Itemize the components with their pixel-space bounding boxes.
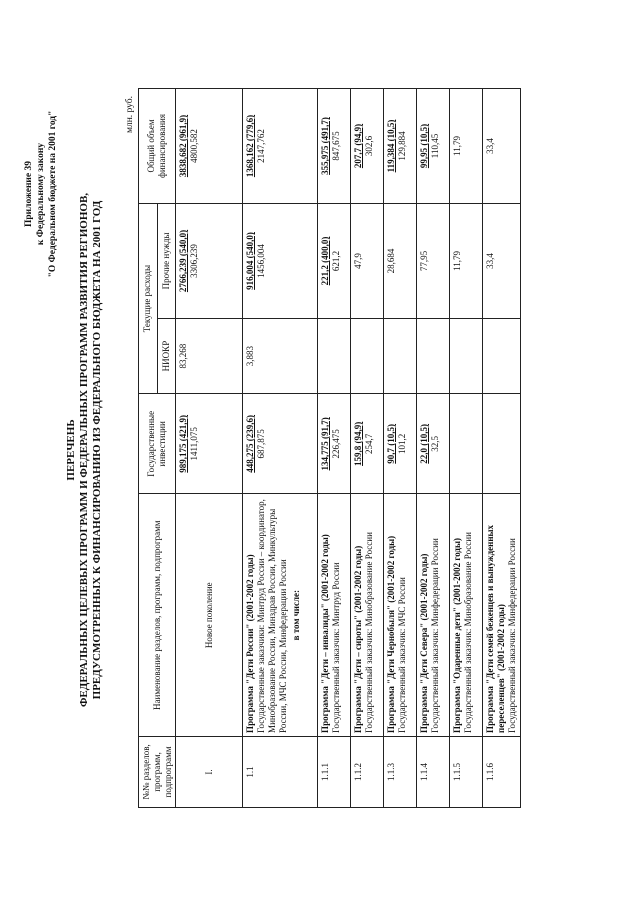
row-num: 1.1.1 — [318, 736, 351, 807]
col-header-total: Общий объем финансирования — [139, 89, 176, 204]
col-header-current: Текущие расходы — [139, 203, 158, 393]
program-customer: Государственный заказчик: Минобразование России — [364, 532, 375, 733]
program-customer: Государственные заказчики: Минтруд России – координатор, Минобразование России, Минздрав России, Минкультуры России, МЧС России, Минфедерации России — [256, 499, 288, 733]
row-title — [483, 494, 520, 736]
invest-cell — [176, 394, 243, 494]
invest-sub: 226,475 — [331, 429, 342, 459]
row-title — [384, 494, 417, 736]
other-cell — [176, 203, 243, 318]
total-cell — [176, 89, 243, 204]
row-num: 1.1.6 — [483, 736, 520, 807]
total-cell — [450, 89, 483, 204]
row-title — [351, 494, 384, 736]
row-title — [176, 494, 243, 736]
invest-main: 159,8 (94,9) — [353, 421, 364, 466]
niokr-cell: 3,883 — [243, 318, 318, 393]
appendix-header — [24, 94, 60, 294]
other-cell — [384, 203, 417, 318]
other-cell — [483, 203, 520, 318]
invest-main: 448,275 (239,6) — [245, 414, 256, 473]
document-title: ПЕРЕЧЕНЬ — [65, 419, 77, 481]
row-num: I. — [176, 736, 243, 807]
program-title: Программа "Дети Чернобыля" (2001-2002 годы) — [386, 535, 397, 733]
other-sub: 47,9 — [353, 253, 364, 269]
other-main: 916,004 (540,0) — [245, 232, 256, 290]
invest-main: 989,175 (421,9) — [178, 414, 189, 473]
niokr-cell — [351, 318, 384, 393]
document-subtitle-1: ФЕДЕРАЛЬНЫХ ЦЕЛЕВЫХ ПРОГРАММ И ФЕДЕРАЛЬНЫХ ПРОГРАММ РАЗВИТИЯ РЕГИОНОВ, — [78, 192, 90, 708]
appendix-law: к Федеральному закону — [35, 142, 46, 246]
total-sub: 110,45 — [430, 133, 441, 159]
row-num: 1.1.5 — [450, 736, 483, 807]
other-sub: 33,4 — [485, 253, 496, 269]
col-header-niokr: НИОКР — [157, 318, 176, 393]
total-cell — [384, 89, 417, 204]
col-header-num: №№ разделов, программ, подпрограмм — [139, 736, 176, 807]
program-title: Программа "Дети – инвалиды" (2001-2002 годы) — [320, 534, 331, 733]
total-cell — [417, 89, 450, 204]
row-num: 1.1 — [243, 736, 318, 807]
col-header-name: Наименование разделов, программ, подпрограмм — [139, 494, 176, 736]
other-sub: 3306,239 — [189, 244, 200, 278]
units-label: млн. руб. — [125, 96, 135, 134]
total-cell — [318, 89, 351, 204]
col-header-other: Прочие нужды — [157, 203, 176, 318]
document-subtitle-2: ПРЕДУСМОТРЕННЫХ К ФИНАНСИРОВАНИЮ ИЗ ФЕДЕРАЛЬНОГО БЮДЖЕТА НА 2001 ГОД — [91, 200, 103, 700]
invest-main: 90,7 (10,5) — [386, 423, 397, 464]
table-row — [483, 89, 520, 808]
other-cell — [243, 203, 318, 318]
program-customer: Государственный заказчик: Минфедерации России — [430, 538, 441, 733]
program-customer: Государственный заказчик: МЧС России — [397, 577, 408, 733]
appendix-law-title: "О Федеральном бюджете на 2001 год" — [47, 110, 58, 278]
total-sub: 302,6 — [364, 135, 375, 157]
invest-cell — [384, 394, 417, 494]
invest-sub: 101,2 — [397, 433, 408, 454]
other-cell — [450, 203, 483, 318]
total-main: 3838,682 (961,9) — [178, 114, 189, 178]
row-title — [417, 494, 450, 736]
total-main: 355,975 (491,7) — [320, 117, 331, 175]
total-sub: 2147,762 — [256, 129, 267, 163]
invest-cell — [450, 394, 483, 494]
invest-cell — [243, 394, 318, 494]
niokr-cell — [318, 318, 351, 393]
total-main: 207,7 (94,9) — [353, 123, 364, 169]
table-row — [176, 89, 243, 808]
other-sub: 621,2 — [331, 250, 342, 272]
other-sub: 77,95 — [419, 250, 430, 272]
other-main: 221,2 (400,0) — [320, 236, 331, 286]
total-sub: 11,79 — [452, 136, 463, 156]
row-title — [450, 494, 483, 736]
other-main: 2766,239 (540,0) — [178, 229, 189, 293]
total-cell — [483, 89, 520, 204]
row-num: 1.1.4 — [417, 736, 450, 807]
invest-main: 134,775 (91,7) — [320, 417, 331, 471]
table-header-row — [139, 89, 158, 808]
other-cell — [351, 203, 384, 318]
invest-main: 22,0 (10,5) — [419, 423, 430, 464]
invest-cell — [417, 394, 450, 494]
program-title: Новое поколение — [203, 582, 214, 649]
niokr-cell: 83,268 — [176, 318, 243, 393]
invest-sub: 254,7 — [364, 433, 375, 454]
total-sub: 4800,582 — [189, 129, 200, 163]
invest-sub: 1411,075 — [189, 427, 200, 461]
invest-sub: 687,875 — [256, 429, 267, 459]
table-row — [351, 89, 384, 808]
table-row — [318, 89, 351, 808]
program-title: Программа "Дети Севера" (2001-2002 годы) — [419, 553, 430, 733]
table-row — [384, 89, 417, 808]
total-main: 99,95 (10,5) — [419, 123, 430, 169]
niokr-cell — [384, 318, 417, 393]
program-title: Программа "Одаренные дети" (2001-2002 годы) — [452, 537, 463, 733]
programs-table — [138, 88, 521, 808]
total-sub: 129,884 — [397, 131, 408, 161]
col-header-invest: Государственные инвестиции — [139, 394, 176, 494]
other-cell — [417, 203, 450, 318]
appendix-number: Приложение 39 — [24, 161, 34, 228]
table-row — [450, 89, 483, 808]
other-sub: 11,79 — [452, 251, 463, 271]
total-sub: 33,4 — [485, 138, 496, 154]
program-customer: Государственный заказчик: Минобразование России — [463, 532, 474, 733]
program-title: Программа "Дети России" (2001-2002 годы) — [245, 554, 256, 733]
row-title — [318, 494, 351, 736]
total-cell — [243, 89, 318, 204]
program-title: Программа "Дети семей беженцев и вынужденных переселенцев" (2001-2002 годы) — [485, 524, 507, 733]
program-customer: Государственный заказчик: Минтруд России — [331, 562, 342, 733]
total-main: 119,384 (10,5) — [386, 119, 397, 173]
niokr-cell — [450, 318, 483, 393]
total-cell — [351, 89, 384, 204]
other-sub: 1456,004 — [256, 244, 267, 278]
invest-cell — [483, 394, 520, 494]
niokr-cell — [417, 318, 450, 393]
invest-sub: 32,5 — [430, 435, 441, 452]
invest-cell — [318, 394, 351, 494]
program-title: Программа "Дети – сироты" (2001-2002 годы) — [353, 545, 364, 733]
row-title — [243, 494, 318, 736]
including-note: в том числе: — [290, 590, 301, 641]
table-row — [243, 89, 318, 808]
row-num: 1.1.3 — [384, 736, 417, 807]
table-row — [417, 89, 450, 808]
total-sub: 847,675 — [331, 131, 342, 161]
row-num: 1.1.2 — [351, 736, 384, 807]
program-customer: Государственный заказчик: Минфедерации России — [506, 538, 517, 733]
other-sub: 28,684 — [386, 248, 397, 274]
total-main: 1368,162 (779,6) — [245, 114, 256, 178]
niokr-cell — [483, 318, 520, 393]
other-cell — [318, 203, 351, 318]
invest-cell — [351, 394, 384, 494]
